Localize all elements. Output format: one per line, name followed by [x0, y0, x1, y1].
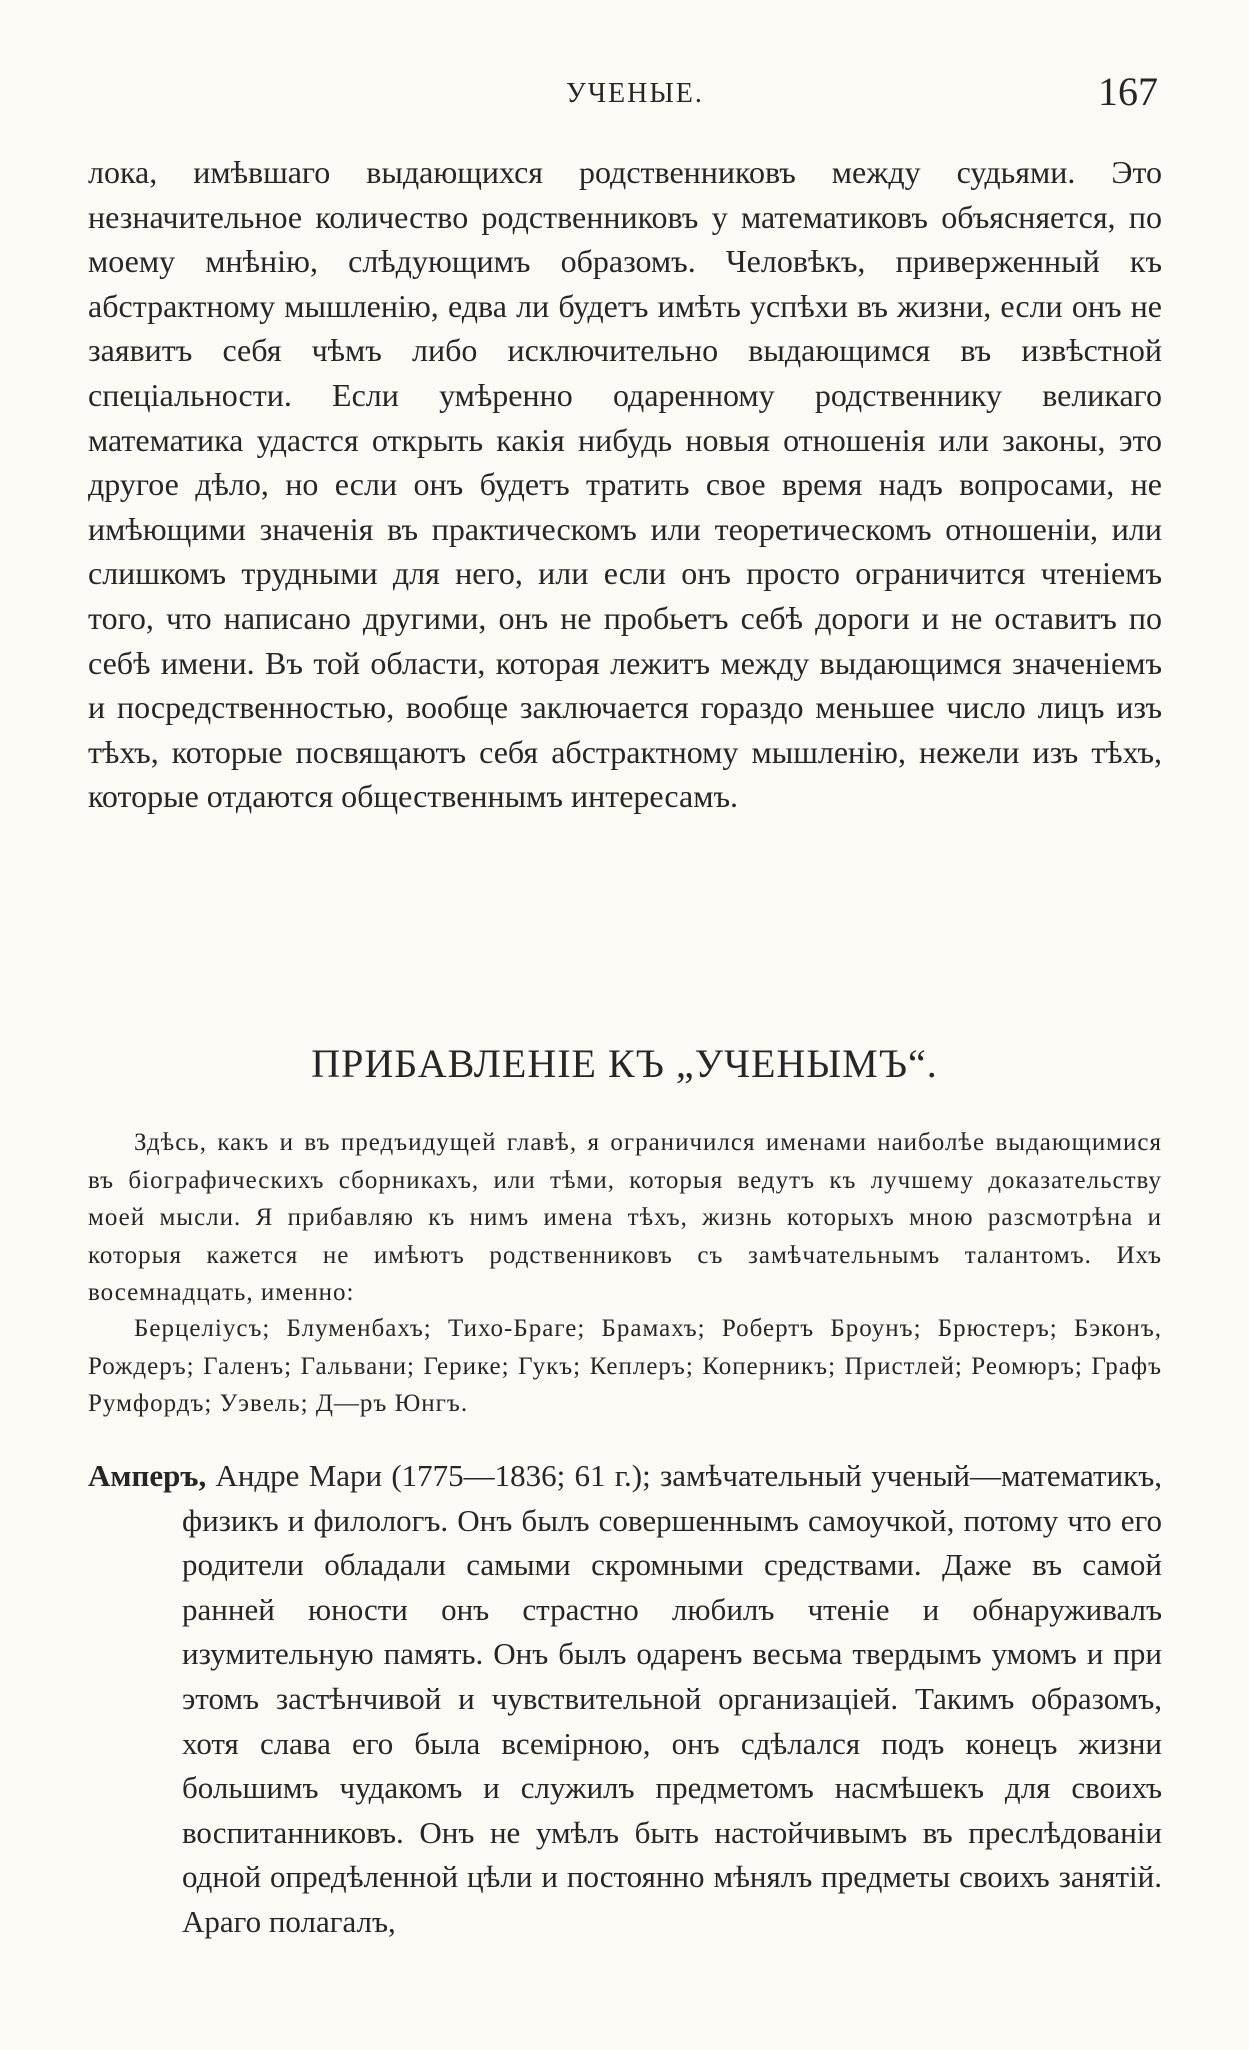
- biography-entry: [88, 1454, 1162, 1945]
- running-title: УЧЕНЫЕ.: [566, 78, 704, 109]
- entry-text: Андре Мари (1775—1836; 61 г.); замѣчательный ученый—математикъ, физикъ и филологъ. Онъ былъ совершеннымъ самоучкой, потому что его родители обладали самыми скромными средствами. Даже въ самой ранней юности онъ страстно любилъ чтеніе и обнаруживалъ изумительную память. Онъ былъ одаренъ весьма твердымъ умомъ и при этомъ застѣнчивой и чувствительной организаціей. Такимъ образомъ, хотя слава его была всемірною, онъ сдѣлался подъ конецъ жизни большимъ чудакомъ и служилъ предметомъ насмѣшекъ для своихъ воспитанниковъ. Онъ не умѣлъ быть настойчивымъ въ преслѣдованіи одной опредѣленной цѣли и постоянно мѣнялъ предметы своихъ занятій. Араго полагалъ,: [182, 1458, 1162, 1939]
- page-number: 167: [1098, 69, 1158, 114]
- appendix-names-list: Берцеліусъ; Блуменбахъ; Тихо-Браге; Брамахъ; Робертъ Броунъ; Брюстеръ; Бэконъ, Рождеръ; Галенъ; Гальвани; Герике; Гукъ; Кеплеръ; Коперникъ; Пристлей; Реомюръ; Графъ Румфордъ; Уэвель; Д—ръ Юнгъ.: [88, 1315, 1162, 1417]
- running-head: [0, 66, 1249, 122]
- body-paragraph: лока, имѣвшаго выдающихся родственниковъ между судьями. Это незначительное количество родственниковъ у математиковъ объясняется, по моему мнѣнію, слѣдующимъ образомъ. Человѣкъ, приверженный къ абстрактному мышленію, едва ли будетъ имѣть успѣхи въ жизни, если онъ не заявитъ себя чѣмъ либо исключительно выдающимся въ извѣстной спеціальности. Если умѣренно одаренному родственнику великаго математика удастся открыть какія нибудь новыя отношенія или законы, это другое дѣло, но если онъ будетъ тратить свое время надъ вопросами, не имѣющими значенія въ практическомъ или теоретическомъ отношеніи, или слишкомъ трудными для него, или если онъ просто ограничится чтеніемъ того, что написано другими, онъ не пробьетъ себѣ дороги и не оставитъ по себѣ имени. Въ той области, которая лежитъ между выдающимся значеніемъ и посредственностью, вообще заключается гораздо меньшее число лицъ изъ тѣхъ, которые посвящаютъ себя абстрактному мышленію, нежели изъ тѣхъ, которые отдаются общественнымъ интересамъ.: [88, 154, 1162, 815]
- section-heading: ПРИБАВЛЕНІЕ КЪ „УЧЕНЫМЪ“.: [311, 1041, 938, 1086]
- entry-name: Амперъ,: [88, 1458, 207, 1493]
- appendix-note: Здѣсь, какъ и въ предъидущей главѣ, я ограничился именами наиболѣе выдающимися въ біографическихъ сборникахъ, или тѣми, которыя ведутъ къ лучшему доказательству моей мысли. Я прибавляю къ нимъ имена тѣхъ, жизнь которыхъ мною разсмотрѣна и которыя кажется не имѣютъ родственниковъ съ замѣчательнымъ талантомъ. Ихъ восемнадцать, именно:: [88, 1129, 1162, 1306]
